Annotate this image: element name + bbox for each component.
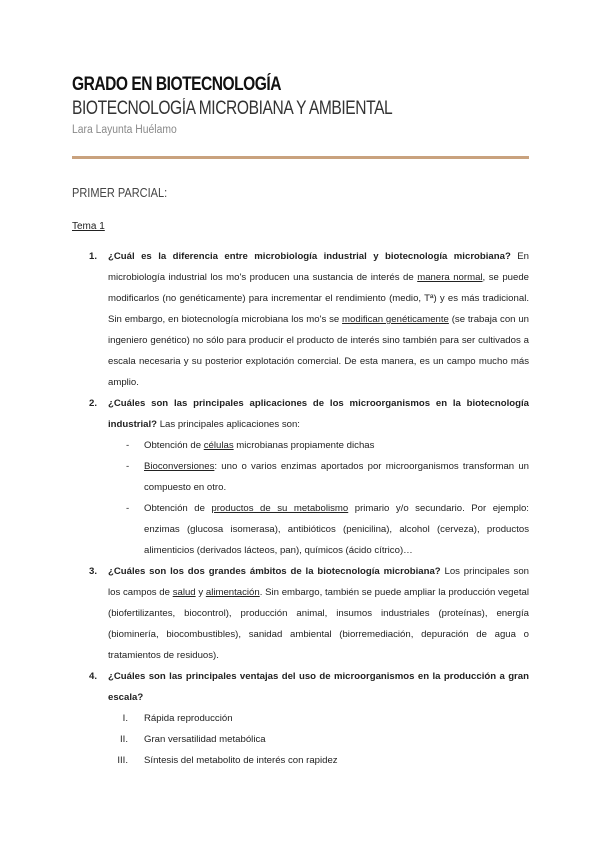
question-item (72, 393, 529, 561)
item-underlined: células (203, 440, 234, 451)
list-item (108, 456, 529, 498)
topic-heading: Tema 1 (72, 221, 105, 232)
document-title: GRADO EN BIOTECNOLOGÍA (72, 74, 282, 95)
roman-numeral: III. (117, 755, 128, 766)
item-text: primario y/o secundario. Por ejemplo: enzimas (glucosa isomerasa), antibióticos (penicilina), alcohol (cerveza), productos alimenticios (derivados lácteos, pan), químicos (ácido cítrico)… (144, 503, 529, 556)
answer-text: y (195, 587, 206, 598)
document-subtitle: BIOTECNOLOGÍA MICROBIANA Y AMBIENTAL (72, 98, 393, 119)
item-text: Obtención de (144, 440, 204, 451)
list-item (108, 729, 529, 750)
question-text: ¿Cuáles son las principales aplicaciones de los microorganismos en la biotecnología industrial? (108, 398, 529, 430)
question-item (72, 246, 529, 393)
list-item (108, 435, 529, 456)
questions-content (72, 246, 529, 771)
answer-underlined: modifican genéticamente (342, 314, 449, 325)
answer-text: (se trabaja con un ingeniero genético) no sólo para producir el producto de interés sino también para ser cultivados a escala necesaria y su posterior explotación comercial. De esta manera, es un campo mucho más amplio. (108, 314, 529, 388)
item-text: Síntesis del metabolito de interés con rapidez (144, 755, 338, 766)
question-text: ¿Cuál es la diferencia entre microbiología industrial y biotecnología microbiana? (108, 251, 511, 262)
answer-underlined: salud (172, 587, 196, 598)
item-underlined: productos de su metabolismo (211, 503, 349, 514)
item-text: Obtención de (144, 503, 212, 514)
dash-bullet: - (126, 440, 130, 451)
answer-underlined: alimentación (205, 587, 260, 598)
dash-bullet: - (126, 503, 130, 514)
item-text: : uno o varios enzimas aportados por microorganismos transforman un compuesto en otro. (144, 461, 529, 493)
item-underlined: Bioconversiones (144, 461, 215, 472)
author-name: Lara Layunta Huélamo (72, 124, 177, 136)
header-divider (72, 156, 529, 159)
list-item (108, 750, 529, 771)
answer-text: Los principales son los campos de (108, 566, 529, 598)
roman-numeral: I. (122, 713, 128, 724)
question-item (72, 666, 529, 771)
item-text: Rápida reproducción (144, 713, 233, 724)
question-number: 2. (89, 398, 98, 409)
dash-bullet: - (126, 461, 130, 472)
question-text: ¿Cuáles son los dos grandes ámbitos de la biotecnología microbiana? (108, 566, 441, 577)
answer-text: Las principales aplicaciones son: (157, 419, 300, 430)
advantages-list (108, 708, 529, 771)
question-item (72, 561, 529, 666)
roman-numeral: II. (120, 734, 128, 745)
item-text: microbianas propiamente dichas (233, 440, 375, 451)
section-heading: PRIMER PARCIAL: (72, 186, 168, 200)
question-text: ¿Cuáles son las principales ventajas del uso de microorganismos en la producción a gran escala? (108, 671, 529, 703)
question-number: 1. (89, 251, 98, 262)
list-item (108, 708, 529, 729)
answer-underlined: manera normal (417, 272, 483, 283)
item-text: Gran versatilidad metabólica (144, 734, 266, 745)
application-list (108, 435, 529, 561)
question-number: 3. (89, 566, 98, 577)
question-number: 4. (89, 671, 98, 682)
answer-text: . Sin embargo, también se puede ampliar la producción vegetal (biofertilizantes, biocontrol), producción animal, insumos industriales (proteínas), energía (biominería, biocombustibles), sanidad ambiental (biorremediación, depuración de agua o tratamientos de residuos). (108, 587, 529, 661)
questions-list (72, 246, 529, 771)
list-item (108, 498, 529, 561)
answer-text: En microbiología industrial los mo's producen una sustancia de interés de (108, 251, 529, 283)
answer-text: , se puede modificarlos (no genéticamente) para incrementar el rendimiento (medio, Tª) y es más tradicional. Sin embargo, en biotecnología microbiana los mo's se (108, 272, 529, 325)
